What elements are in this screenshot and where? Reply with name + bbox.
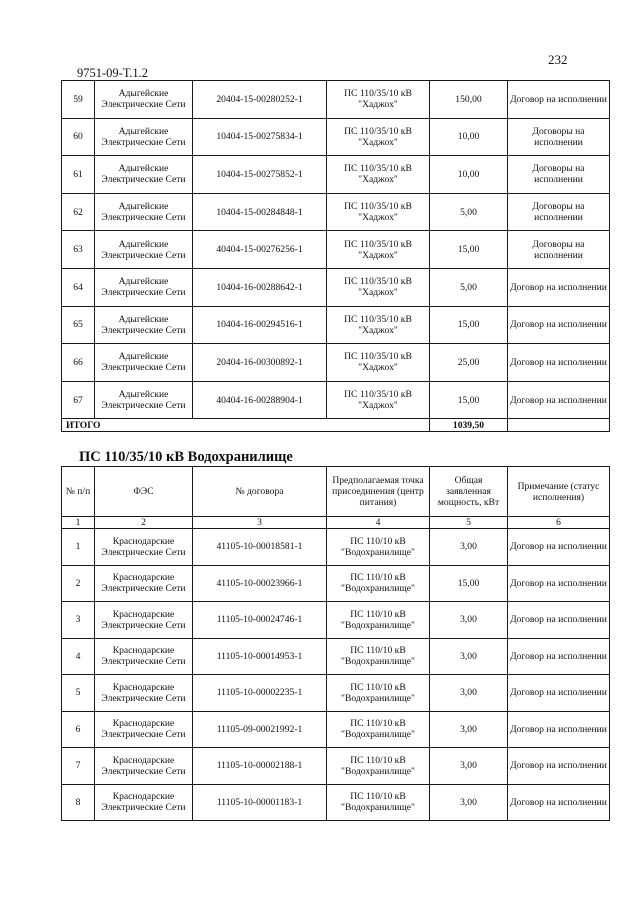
status-note-cell: Договор на исполнении — [508, 602, 610, 639]
row-number-cell: 5 — [62, 675, 95, 712]
connections-table-vodokhranilishche-body — [62, 529, 610, 821]
row-number-cell: 61 — [62, 156, 95, 194]
total-empty-cell — [508, 419, 610, 432]
table-row — [62, 193, 610, 231]
table-row — [62, 748, 610, 785]
fes-cell: Краснодарские Электрические Сети — [95, 529, 193, 566]
status-note-cell: Договор на исполнении — [508, 565, 610, 602]
table-row — [62, 268, 610, 306]
contract-number-cell: 20404-15-00280252-1 — [193, 81, 327, 119]
table-row — [62, 344, 610, 382]
power-cell: 3,00 — [430, 602, 508, 639]
connections-table-khadzhokh-body — [62, 81, 610, 432]
section-title: ПС 110/35/10 кВ Водохранилище — [79, 449, 293, 465]
power-cell: 10,00 — [430, 156, 508, 194]
column-header: Примечание (статус исполнения) — [508, 467, 610, 517]
row-number-cell: 62 — [62, 193, 95, 231]
column-number: 5 — [430, 517, 508, 529]
fes-cell: Адыгейские Электрические Сети — [95, 193, 193, 231]
row-number-cell: 59 — [62, 81, 95, 119]
contract-number-cell: 20404-16-00300892-1 — [193, 344, 327, 382]
power-cell: 10,00 — [430, 118, 508, 156]
power-cell: 3,00 — [430, 675, 508, 712]
column-header: № п/п — [62, 467, 95, 517]
fes-cell: Краснодарские Электрические Сети — [95, 565, 193, 602]
power-cell: 15,00 — [430, 565, 508, 602]
fes-cell: Краснодарские Электрические Сети — [95, 784, 193, 821]
connection-point-cell: ПС 110/35/10 кВ "Хаджох" — [327, 268, 430, 306]
power-cell: 3,00 — [430, 711, 508, 748]
column-number: 1 — [62, 517, 95, 529]
fes-cell: Адыгейские Электрические Сети — [95, 268, 193, 306]
table-row — [62, 156, 610, 194]
contract-number-cell: 10404-15-00284848-1 — [193, 193, 327, 231]
column-number: 2 — [95, 517, 193, 529]
power-cell: 25,00 — [430, 344, 508, 382]
status-note-cell: Договор на исполнении — [508, 529, 610, 566]
table-row — [62, 529, 610, 566]
column-header: Общая заявленная мощность, кВт — [430, 467, 508, 517]
connection-point-cell: ПС 110/10 кВ "Водохранилище" — [327, 675, 430, 712]
fes-cell: Адыгейские Электрические Сети — [95, 381, 193, 419]
status-note-cell: Договор на исполнении — [508, 306, 610, 344]
power-cell: 150,00 — [430, 81, 508, 119]
status-note-cell: Договоры на исполнении — [508, 193, 610, 231]
table-row — [62, 565, 610, 602]
connection-point-cell: ПС 110/10 кВ "Водохранилище" — [327, 784, 430, 821]
connection-point-cell: ПС 110/35/10 кВ "Хаджох" — [327, 306, 430, 344]
power-cell: 3,00 — [430, 784, 508, 821]
connection-point-cell: ПС 110/10 кВ "Водохранилище" — [327, 602, 430, 639]
connection-point-cell: ПС 110/35/10 кВ "Хаджох" — [327, 381, 430, 419]
fes-cell: Адыгейские Электрические Сети — [95, 231, 193, 269]
table-row — [62, 118, 610, 156]
status-note-cell: Договор на исполнении — [508, 784, 610, 821]
status-note-cell: Договор на исполнении — [508, 268, 610, 306]
total-row — [62, 419, 610, 432]
fes-cell: Краснодарские Электрические Сети — [95, 711, 193, 748]
table-row — [62, 784, 610, 821]
connection-point-cell: ПС 110/10 кВ "Водохранилище" — [327, 529, 430, 566]
table-row — [62, 81, 610, 119]
status-note-cell: Договор на исполнении — [508, 711, 610, 748]
fes-cell: Адыгейские Электрические Сети — [95, 81, 193, 119]
table-row — [62, 711, 610, 748]
table-header-row — [62, 467, 610, 517]
document-code: 9751-09-Т.1.2 — [77, 66, 148, 80]
connection-point-cell: ПС 110/10 кВ "Водохранилище" — [327, 711, 430, 748]
row-number-cell: 64 — [62, 268, 95, 306]
fes-cell: Краснодарские Электрические Сети — [95, 638, 193, 675]
contract-number-cell: 10404-16-00294516-1 — [193, 306, 327, 344]
table-row — [62, 231, 610, 269]
connections-table-vodokhranilishche — [61, 466, 610, 821]
fes-cell: Краснодарские Электрические Сети — [95, 675, 193, 712]
power-cell: 15,00 — [430, 231, 508, 269]
power-cell: 15,00 — [430, 306, 508, 344]
status-note-cell: Договор на исполнении — [508, 81, 610, 119]
power-cell: 3,00 — [430, 638, 508, 675]
fes-cell: Адыгейские Электрические Сети — [95, 156, 193, 194]
power-cell: 15,00 — [430, 381, 508, 419]
connections-table-khadzhokh — [61, 80, 610, 432]
power-cell: 3,00 — [430, 748, 508, 785]
fes-cell: Краснодарские Электрические Сети — [95, 602, 193, 639]
table-row — [62, 306, 610, 344]
page-number: 232 — [548, 52, 568, 67]
contract-number-cell: 11105-10-00001183-1 — [193, 784, 327, 821]
fes-cell: Краснодарские Электрические Сети — [95, 748, 193, 785]
status-note-cell: Договоры на исполнении — [508, 156, 610, 194]
column-header: Предполагаемая точка присоединения (центр питания) — [327, 467, 430, 517]
total-value: 1039,50 — [430, 419, 508, 432]
status-note-cell: Договор на исполнении — [508, 381, 610, 419]
row-number-cell: 8 — [62, 784, 95, 821]
fes-cell: Адыгейские Электрические Сети — [95, 344, 193, 382]
status-note-cell: Договоры на исполнении — [508, 231, 610, 269]
contract-number-cell: 40404-16-00288904-1 — [193, 381, 327, 419]
column-number: 4 — [327, 517, 430, 529]
connection-point-cell: ПС 110/10 кВ "Водохранилище" — [327, 638, 430, 675]
row-number-cell: 7 — [62, 748, 95, 785]
column-header: № договора — [193, 467, 327, 517]
contract-number-cell: 40404-15-00276256-1 — [193, 231, 327, 269]
row-number-cell: 63 — [62, 231, 95, 269]
contract-number-cell: 11105-10-00024746-1 — [193, 602, 327, 639]
row-number-cell: 4 — [62, 638, 95, 675]
power-cell: 3,00 — [430, 529, 508, 566]
row-number-cell: 60 — [62, 118, 95, 156]
contract-number-cell: 11105-10-00014953-1 — [193, 638, 327, 675]
contract-number-cell: 10404-15-00275852-1 — [193, 156, 327, 194]
row-number-cell: 3 — [62, 602, 95, 639]
contract-number-cell: 41105-10-00018581-1 — [193, 529, 327, 566]
column-header: ФЭС — [95, 467, 193, 517]
row-number-cell: 1 — [62, 529, 95, 566]
table-row — [62, 602, 610, 639]
connection-point-cell: ПС 110/35/10 кВ "Хаджох" — [327, 118, 430, 156]
connection-point-cell: ПС 110/10 кВ "Водохранилище" — [327, 748, 430, 785]
contract-number-cell: 41105-10-00023966-1 — [193, 565, 327, 602]
total-label: ИТОГО — [62, 419, 430, 432]
column-number: 6 — [508, 517, 610, 529]
column-number-row — [62, 517, 610, 529]
power-cell: 5,00 — [430, 193, 508, 231]
status-note-cell: Договор на исполнении — [508, 638, 610, 675]
status-note-cell: Договор на исполнении — [508, 344, 610, 382]
table-row — [62, 675, 610, 712]
row-number-cell: 6 — [62, 711, 95, 748]
contract-number-cell: 10404-15-00275834-1 — [193, 118, 327, 156]
status-note-cell: Договоры на исполнении — [508, 118, 610, 156]
fes-cell: Адыгейские Электрические Сети — [95, 306, 193, 344]
contract-number-cell: 11105-09-00021992-1 — [193, 711, 327, 748]
column-number: 3 — [193, 517, 327, 529]
connection-point-cell: ПС 110/35/10 кВ "Хаджох" — [327, 156, 430, 194]
table-row — [62, 381, 610, 419]
power-cell: 5,00 — [430, 268, 508, 306]
fes-cell: Адыгейские Электрические Сети — [95, 118, 193, 156]
status-note-cell: Договор на исполнении — [508, 675, 610, 712]
contract-number-cell: 10404-16-00288642-1 — [193, 268, 327, 306]
row-number-cell: 65 — [62, 306, 95, 344]
row-number-cell: 2 — [62, 565, 95, 602]
contract-number-cell: 11105-10-00002188-1 — [193, 748, 327, 785]
connection-point-cell: ПС 110/35/10 кВ "Хаджох" — [327, 344, 430, 382]
connection-point-cell: ПС 110/35/10 кВ "Хаджох" — [327, 81, 430, 119]
row-number-cell: 66 — [62, 344, 95, 382]
row-number-cell: 67 — [62, 381, 95, 419]
connection-point-cell: ПС 110/35/10 кВ "Хаджох" — [327, 231, 430, 269]
table-row — [62, 638, 610, 675]
status-note-cell: Договор на исполнении — [508, 748, 610, 785]
connection-point-cell: ПС 110/35/10 кВ "Хаджох" — [327, 193, 430, 231]
contract-number-cell: 11105-10-00002235-1 — [193, 675, 327, 712]
connection-point-cell: ПС 110/10 кВ "Водохранилище" — [327, 565, 430, 602]
